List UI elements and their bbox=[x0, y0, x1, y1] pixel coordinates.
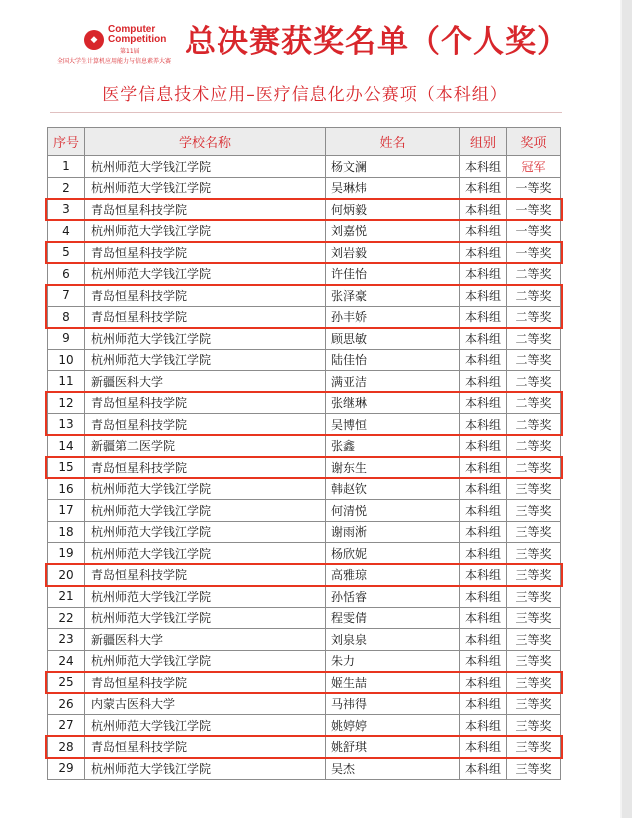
name-cell: 顾思敏 bbox=[326, 328, 460, 350]
name-cell: 满亚洁 bbox=[326, 371, 460, 393]
number-cell: 25 bbox=[48, 672, 85, 694]
name-cell: 张鑫 bbox=[326, 435, 460, 457]
award-cell: 三等奖 bbox=[507, 543, 561, 565]
group-cell: 本科组 bbox=[460, 220, 507, 242]
group-cell: 本科组 bbox=[460, 349, 507, 371]
name-cell: 吴博恒 bbox=[326, 414, 460, 436]
number-cell: 15 bbox=[48, 457, 85, 479]
school-cell: 杭州师范大学钱江学院 bbox=[85, 586, 326, 608]
school-cell: 杭州师范大学钱江学院 bbox=[85, 758, 326, 780]
group-cell: 本科组 bbox=[460, 414, 507, 436]
award-cell: 三等奖 bbox=[507, 758, 561, 780]
number-cell: 5 bbox=[48, 242, 85, 264]
school-cell: 杭州师范大学钱江学院 bbox=[85, 543, 326, 565]
group-cell: 本科组 bbox=[460, 736, 507, 758]
group-cell: 本科组 bbox=[460, 478, 507, 500]
school-cell: 青岛恒星科技学院 bbox=[85, 736, 326, 758]
group-cell: 本科组 bbox=[460, 715, 507, 737]
school-cell: 青岛恒星科技学院 bbox=[85, 242, 326, 264]
award-cell: 二等奖 bbox=[507, 414, 561, 436]
table-row bbox=[48, 242, 561, 264]
number-cell: 4 bbox=[48, 220, 85, 242]
page-title: 总决赛获奖名单（个人奖） bbox=[185, 24, 569, 60]
table-row bbox=[48, 736, 561, 758]
number-cell: 29 bbox=[48, 758, 85, 780]
table-row bbox=[48, 371, 561, 393]
number-cell: 23 bbox=[48, 629, 85, 651]
number-cell: 28 bbox=[48, 736, 85, 758]
group-cell: 本科组 bbox=[460, 607, 507, 629]
school-cell: 青岛恒星科技学院 bbox=[85, 414, 326, 436]
table-row bbox=[48, 629, 561, 651]
award-cell: 三等奖 bbox=[507, 586, 561, 608]
school-cell: 新疆医科大学 bbox=[85, 371, 326, 393]
award-cell: 一等奖 bbox=[507, 177, 561, 199]
award-cell: 三等奖 bbox=[507, 693, 561, 715]
group-cell: 本科组 bbox=[460, 242, 507, 264]
competition-logo-icon: ◆ bbox=[84, 30, 104, 50]
name-cell: 刘岩毅 bbox=[326, 242, 460, 264]
group-cell: 本科组 bbox=[460, 306, 507, 328]
number-cell: 7 bbox=[48, 285, 85, 307]
name-cell: 何炳毅 bbox=[326, 199, 460, 221]
table-row bbox=[48, 328, 561, 350]
number-cell: 2 bbox=[48, 177, 85, 199]
award-cell: 三等奖 bbox=[507, 629, 561, 651]
school-cell: 杭州师范大学钱江学院 bbox=[85, 500, 326, 522]
group-cell: 本科组 bbox=[460, 543, 507, 565]
name-cell: 朱力 bbox=[326, 650, 460, 672]
group-cell: 本科组 bbox=[460, 672, 507, 694]
table-row bbox=[48, 500, 561, 522]
award-cell: 二等奖 bbox=[507, 306, 561, 328]
school-cell: 青岛恒星科技学院 bbox=[85, 457, 326, 479]
award-cell: 冠军 bbox=[507, 156, 561, 178]
award-cell: 二等奖 bbox=[507, 328, 561, 350]
logo-line1: Computer bbox=[108, 24, 156, 35]
group-cell: 本科组 bbox=[460, 328, 507, 350]
school-cell: 杭州师范大学钱江学院 bbox=[85, 156, 326, 178]
group-cell: 本科组 bbox=[460, 263, 507, 285]
award-cell: 二等奖 bbox=[507, 349, 561, 371]
logo-line2: Competition bbox=[108, 34, 167, 45]
award-cell: 三等奖 bbox=[507, 500, 561, 522]
award-cell: 三等奖 bbox=[507, 715, 561, 737]
group-cell: 本科组 bbox=[460, 156, 507, 178]
name-cell: 谢雨淅 bbox=[326, 521, 460, 543]
name-cell: 程雯倩 bbox=[326, 607, 460, 629]
name-cell: 张泽豪 bbox=[326, 285, 460, 307]
name-cell: 陆佳怡 bbox=[326, 349, 460, 371]
table-row bbox=[48, 543, 561, 565]
school-cell: 青岛恒星科技学院 bbox=[85, 672, 326, 694]
award-cell: 三等奖 bbox=[507, 478, 561, 500]
table-row bbox=[48, 457, 561, 479]
document-header bbox=[0, 0, 620, 80]
awards-table bbox=[47, 127, 561, 780]
group-cell: 本科组 bbox=[460, 521, 507, 543]
table-row bbox=[48, 650, 561, 672]
table-row bbox=[48, 607, 561, 629]
school-cell: 杭州师范大学钱江学院 bbox=[85, 263, 326, 285]
table-row bbox=[48, 285, 561, 307]
award-cell: 三等奖 bbox=[507, 672, 561, 694]
number-cell: 20 bbox=[48, 564, 85, 586]
group-cell: 本科组 bbox=[460, 586, 507, 608]
page-subtitle: 医学信息技术应用–医疗信息化办公赛项（本科组） bbox=[102, 85, 508, 105]
number-cell: 26 bbox=[48, 693, 85, 715]
award-cell: 二等奖 bbox=[507, 392, 561, 414]
table-row bbox=[48, 199, 561, 221]
table-header-row bbox=[48, 128, 561, 156]
school-cell: 青岛恒星科技学院 bbox=[85, 199, 326, 221]
group-cell: 本科组 bbox=[460, 177, 507, 199]
group-cell: 本科组 bbox=[460, 457, 507, 479]
award-cell: 一等奖 bbox=[507, 199, 561, 221]
number-cell: 16 bbox=[48, 478, 85, 500]
number-cell: 22 bbox=[48, 607, 85, 629]
table-row bbox=[48, 564, 561, 586]
name-cell: 吴琳炜 bbox=[326, 177, 460, 199]
group-cell: 本科组 bbox=[460, 285, 507, 307]
table-row bbox=[48, 349, 561, 371]
table-row bbox=[48, 521, 561, 543]
award-cell: 二等奖 bbox=[507, 371, 561, 393]
group-cell: 本科组 bbox=[460, 650, 507, 672]
name-cell: 杨文澜 bbox=[326, 156, 460, 178]
school-cell: 杭州师范大学钱江学院 bbox=[85, 715, 326, 737]
name-cell: 杨欣妮 bbox=[326, 543, 460, 565]
name-cell: 刘嘉悦 bbox=[326, 220, 460, 242]
group-cell: 本科组 bbox=[460, 693, 507, 715]
number-cell: 12 bbox=[48, 392, 85, 414]
group-cell: 本科组 bbox=[460, 392, 507, 414]
column-header-group: 组别 bbox=[460, 128, 507, 156]
name-cell: 姚婷婷 bbox=[326, 715, 460, 737]
school-cell: 杭州师范大学钱江学院 bbox=[85, 349, 326, 371]
group-cell: 本科组 bbox=[460, 371, 507, 393]
award-cell: 一等奖 bbox=[507, 242, 561, 264]
number-cell: 24 bbox=[48, 650, 85, 672]
number-cell: 10 bbox=[48, 349, 85, 371]
number-cell: 1 bbox=[48, 156, 85, 178]
logo-edition: 第11届 bbox=[120, 48, 140, 55]
group-cell: 本科组 bbox=[460, 629, 507, 651]
table-row bbox=[48, 478, 561, 500]
school-cell: 杭州师范大学钱江学院 bbox=[85, 607, 326, 629]
number-cell: 8 bbox=[48, 306, 85, 328]
school-cell: 青岛恒星科技学院 bbox=[85, 564, 326, 586]
name-cell: 韩赵钦 bbox=[326, 478, 460, 500]
school-cell: 内蒙古医科大学 bbox=[85, 693, 326, 715]
table-row bbox=[48, 435, 561, 457]
table-row bbox=[48, 672, 561, 694]
group-cell: 本科组 bbox=[460, 435, 507, 457]
number-cell: 17 bbox=[48, 500, 85, 522]
number-cell: 19 bbox=[48, 543, 85, 565]
school-cell: 杭州师范大学钱江学院 bbox=[85, 220, 326, 242]
table-row bbox=[48, 758, 561, 780]
name-cell: 孙恬睿 bbox=[326, 586, 460, 608]
award-cell: 三等奖 bbox=[507, 521, 561, 543]
table-row bbox=[48, 263, 561, 285]
table-row bbox=[48, 220, 561, 242]
award-cell: 二等奖 bbox=[507, 435, 561, 457]
table-row bbox=[48, 693, 561, 715]
award-cell: 二等奖 bbox=[507, 263, 561, 285]
group-cell: 本科组 bbox=[460, 500, 507, 522]
school-cell: 杭州师范大学钱江学院 bbox=[85, 650, 326, 672]
name-cell: 何清悦 bbox=[326, 500, 460, 522]
column-header-number: 序号 bbox=[48, 128, 85, 156]
number-cell: 21 bbox=[48, 586, 85, 608]
award-cell: 一等奖 bbox=[507, 220, 561, 242]
school-cell: 杭州师范大学钱江学院 bbox=[85, 328, 326, 350]
number-cell: 27 bbox=[48, 715, 85, 737]
school-cell: 青岛恒星科技学院 bbox=[85, 285, 326, 307]
group-cell: 本科组 bbox=[460, 758, 507, 780]
number-cell: 18 bbox=[48, 521, 85, 543]
name-cell: 马祎得 bbox=[326, 693, 460, 715]
name-cell: 孙丰娇 bbox=[326, 306, 460, 328]
school-cell: 青岛恒星科技学院 bbox=[85, 306, 326, 328]
table-row bbox=[48, 156, 561, 178]
school-cell: 新疆医科大学 bbox=[85, 629, 326, 651]
number-cell: 6 bbox=[48, 263, 85, 285]
logo-organization: 全国大学生计算机应用能力与信息素养大赛 bbox=[57, 58, 172, 65]
column-header-name: 姓名 bbox=[326, 128, 460, 156]
name-cell: 姬生喆 bbox=[326, 672, 460, 694]
award-cell: 二等奖 bbox=[507, 285, 561, 307]
group-cell: 本科组 bbox=[460, 199, 507, 221]
name-cell: 高雅琼 bbox=[326, 564, 460, 586]
page-edge bbox=[622, 0, 632, 818]
name-cell: 谢东生 bbox=[326, 457, 460, 479]
award-cell: 三等奖 bbox=[507, 650, 561, 672]
table-row bbox=[48, 414, 561, 436]
name-cell: 姚舒琪 bbox=[326, 736, 460, 758]
name-cell: 刘泉泉 bbox=[326, 629, 460, 651]
name-cell: 许佳怡 bbox=[326, 263, 460, 285]
column-header-school: 学校名称 bbox=[85, 128, 326, 156]
logo-wordmark bbox=[108, 25, 166, 45]
name-cell: 张继琳 bbox=[326, 392, 460, 414]
number-cell: 9 bbox=[48, 328, 85, 350]
school-cell: 杭州师范大学钱江学院 bbox=[85, 478, 326, 500]
table-row bbox=[48, 392, 561, 414]
award-cell: 三等奖 bbox=[507, 564, 561, 586]
school-cell: 杭州师范大学钱江学院 bbox=[85, 521, 326, 543]
divider bbox=[50, 112, 562, 113]
school-cell: 新疆第二医学院 bbox=[85, 435, 326, 457]
competition-logo bbox=[57, 22, 187, 68]
award-cell: 二等奖 bbox=[507, 457, 561, 479]
school-cell: 杭州师范大学钱江学院 bbox=[85, 177, 326, 199]
table-row bbox=[48, 715, 561, 737]
award-cell: 三等奖 bbox=[507, 607, 561, 629]
table-row bbox=[48, 177, 561, 199]
award-cell: 三等奖 bbox=[507, 736, 561, 758]
number-cell: 11 bbox=[48, 371, 85, 393]
school-cell: 青岛恒星科技学院 bbox=[85, 392, 326, 414]
number-cell: 14 bbox=[48, 435, 85, 457]
group-cell: 本科组 bbox=[460, 564, 507, 586]
number-cell: 13 bbox=[48, 414, 85, 436]
table-row bbox=[48, 586, 561, 608]
table-row bbox=[48, 306, 561, 328]
column-header-award: 奖项 bbox=[507, 128, 561, 156]
name-cell: 吴杰 bbox=[326, 758, 460, 780]
number-cell: 3 bbox=[48, 199, 85, 221]
